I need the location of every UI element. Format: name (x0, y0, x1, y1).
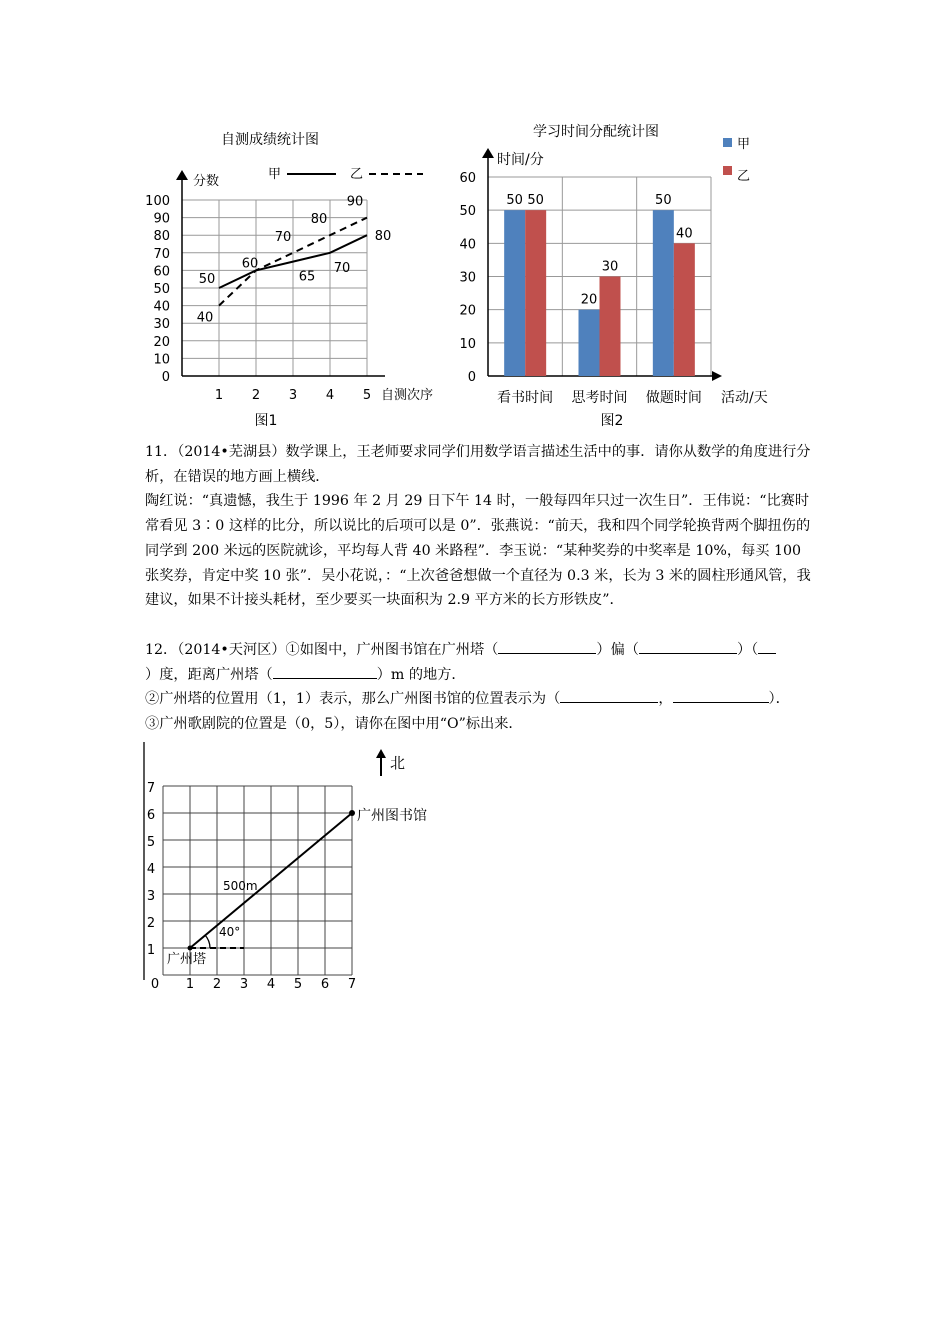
library-label: 广州图书馆 (357, 808, 427, 824)
figure2-title: 学习时间分配统计图 (533, 124, 659, 140)
figure1-x-ticks (215, 388, 371, 403)
library-point (349, 810, 355, 816)
q12-text-2b: ）m 的地方． (376, 666, 466, 683)
data-label-yi: 30 (601, 259, 619, 275)
legend-jia-swatch (723, 138, 732, 147)
answer-blank-direction-1[interactable] (498, 639, 596, 654)
data-label-jia: 65 (298, 269, 316, 285)
y-tick-label: 90 (153, 211, 170, 227)
question-12-line-3 (145, 687, 815, 712)
figure1-y-ticks (145, 194, 170, 385)
data-label-jia: 50 (506, 193, 523, 209)
tower-label: 广州塔 (167, 952, 207, 967)
angle-arc (205, 935, 210, 948)
category-label: 思考时间 (571, 390, 628, 406)
legend-yi-label: 乙 (737, 169, 751, 184)
x-tick-label: 2 (251, 388, 261, 403)
data-label-yi: 90 (346, 194, 364, 210)
q12-text-1c: ）（ (736, 642, 759, 658)
legend-jia-label: 甲 (737, 137, 751, 152)
answer-blank-direction-2[interactable] (639, 639, 737, 654)
x-tick-label: 4 (266, 977, 276, 990)
question-12-line-1 (145, 638, 815, 663)
data-label-jia: 50 (198, 272, 216, 287)
figure1-grid (182, 200, 367, 376)
x-tick-label: 7 (347, 977, 357, 990)
figure2-bar-chart (450, 118, 790, 438)
figure3-position-grid[interactable] (140, 740, 460, 990)
data-label-jia: 80 (374, 229, 392, 245)
data-label-jia: 60 (241, 256, 259, 272)
y-tick-label: 100 (145, 194, 170, 209)
bar-jia (653, 210, 674, 376)
y-tick-label: 1 (146, 943, 156, 958)
question-12-line-4: ③广州歌剧院的位置是（0，5），请你在图中用“O”标出来． (145, 716, 523, 733)
y-tick-label: 3 (146, 889, 156, 904)
y-tick-label: 30 (153, 317, 170, 333)
data-label-yi: 50 (527, 193, 544, 209)
figure2-y-axis-label: 时间/分 (497, 152, 544, 168)
x-tick-label: 1 (185, 977, 195, 990)
y-tick-label: 30 (459, 270, 476, 286)
y-tick-label: 0 (161, 370, 170, 385)
y-tick-label: 10 (153, 352, 170, 368)
data-label-yi: 40 (196, 310, 214, 326)
y-tick-label: 60 (459, 171, 476, 186)
legend-yi-swatch (723, 166, 732, 175)
y-tick-label: 40 (459, 237, 476, 253)
q12-text-1a: 12．（2014•天河区）①如图中，广州图书馆在广州塔（ (145, 642, 499, 658)
y-tick-label: 80 (153, 229, 170, 245)
y-tick-label: 6 (146, 808, 156, 823)
figure3-x-ticks (151, 977, 356, 990)
y-tick-label: 2 (146, 916, 156, 931)
q12-text-3c: ）． (768, 691, 790, 708)
category-label: 看书时间 (497, 390, 554, 406)
figure1-title: 自测成绩统计图 (221, 132, 319, 148)
answer-blank-angle-start[interactable] (758, 639, 776, 654)
figure2-x-ticks (497, 389, 702, 406)
x-tick-label: 4 (325, 388, 335, 403)
q12-text-2a: ）度，距离广州塔（ (145, 666, 273, 683)
data-label-yi: 40 (676, 226, 693, 242)
y-tick-label: 5 (146, 835, 156, 850)
figure1-legend (268, 167, 423, 182)
distance-label: 500m (223, 879, 258, 893)
data-label-yi: 80 (310, 212, 328, 228)
figure1-x-axis-label: 自测次序 (381, 388, 434, 403)
figure2-legend (723, 137, 750, 184)
y-tick-label: 50 (459, 204, 476, 220)
q12-text-1b: ）偏（ (596, 642, 639, 658)
data-label-jia: 50 (655, 193, 672, 209)
y-tick-label: 0 (467, 370, 476, 385)
x-tick-label: 2 (212, 977, 222, 990)
angle-label: 40° (219, 925, 241, 939)
y-tick-label: 70 (153, 246, 170, 262)
question-11 (145, 440, 815, 613)
bar-yi (525, 210, 546, 376)
question-11-body: 陶红说：“真遗憾，我生于 1996 年 2 月 29 日下午 14 时，一般每四年只过一次生日”．王伟说：“比赛时常看见 3∶0 这样的比分，所以说比的后项可以是 0”．张燕说：“前天，我和四个同学轮换背两个脚扭伤的同学到 200 米远的医院就诊，平均每人背 40 米路程”．李玉说：“某种奖券的中奖率是 10%，每买 100 张奖券，肯定中奖 10 张”．吴小花说，：“上次爸爸想做一个直径为 0.3 米，长为 3 米的圆柱形通风管，我建议，如果不计接头耗材，至少要买一块面积为 2.9 平方米的长方形铁皮”． (145, 493, 811, 609)
x-tick-label: 5 (293, 977, 303, 990)
y-tick-label: 20 (153, 334, 170, 350)
bar-yi (674, 243, 695, 376)
bar-yi (600, 277, 621, 377)
y-tick-label: 40 (153, 299, 170, 315)
answer-blank-coord-x[interactable] (560, 688, 658, 703)
answer-blank-coord-y[interactable] (673, 688, 769, 703)
y-tick-label: 50 (153, 282, 170, 297)
y-tick-label: 4 (146, 862, 156, 877)
y-tick-label: 60 (153, 264, 170, 280)
question-11-stem: 11．（2014•芜湖县）数学课上，王老师要求同学们用数学语言描述生活中的事．请你从数学的角度进行分析，在错误的地方画上横线． (145, 444, 811, 485)
question-12-line-2 (145, 663, 815, 688)
x-tick-label: 3 (288, 388, 298, 403)
bar-jia (504, 210, 525, 376)
x-tick-label: 5 (362, 388, 372, 403)
north-label: 北 (390, 754, 406, 772)
legend-yi-label: 乙 (350, 167, 364, 182)
answer-blank-distance[interactable] (273, 664, 377, 679)
north-arrow (376, 749, 405, 776)
figure2-y-ticks (459, 171, 476, 385)
data-label-jia: 70 (333, 260, 351, 276)
x-tick-label: 1 (214, 388, 224, 403)
category-label: 做题时间 (645, 390, 702, 406)
question-12 (145, 638, 815, 737)
legend-jia-label: 甲 (268, 167, 282, 182)
q12-text-3a: ②广州塔的位置用（1，1）表示，那么广州图书馆的位置表示为（ (145, 691, 561, 708)
figure1-caption: 图1 (254, 413, 278, 429)
bar-jia (579, 310, 600, 376)
figure2-x-axis-label: 活动/天 (721, 390, 768, 406)
q12-text-3b: ， (658, 691, 673, 708)
figure1-line-chart (140, 118, 450, 438)
figure3-y-ticks (147, 781, 155, 958)
data-label-yi: 70 (274, 229, 292, 245)
y-tick-label: 10 (459, 336, 476, 352)
x-tick-label: 6 (320, 977, 330, 990)
y-tick-label: 20 (459, 303, 476, 319)
figure2-caption: 图2 (600, 413, 624, 429)
figure1-y-axis-label: 分数 (193, 174, 220, 189)
x-tick-label: 0 (150, 977, 160, 990)
y-tick-label: 7 (146, 781, 156, 796)
data-label-jia: 20 (580, 292, 598, 308)
x-tick-label: 3 (239, 977, 249, 990)
tower-point (188, 946, 193, 951)
